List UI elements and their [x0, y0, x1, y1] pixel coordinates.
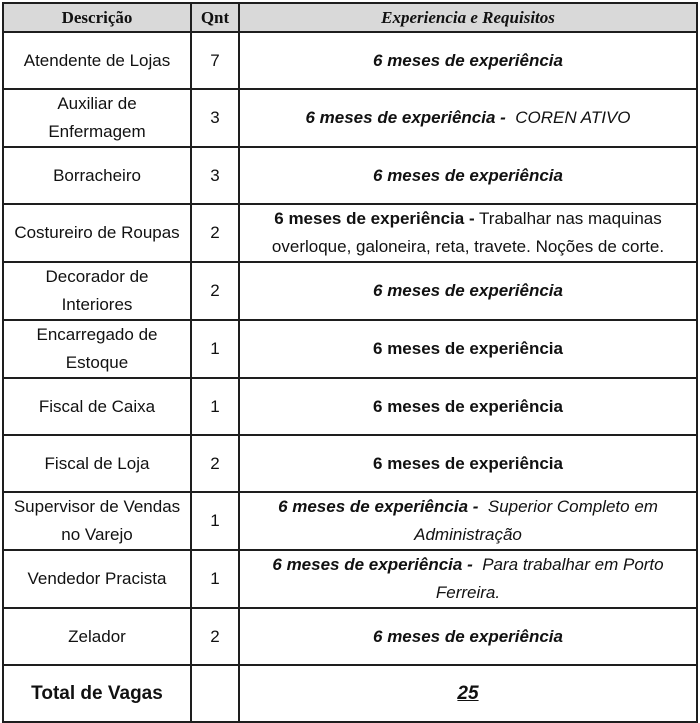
job-requirements	[239, 204, 697, 262]
table-row	[3, 608, 697, 665]
table-row	[3, 204, 697, 262]
req-main: 6 meses de experiência	[373, 396, 563, 416]
req-main: 6 meses de experiência	[373, 281, 563, 300]
job-requirements	[239, 320, 697, 378]
req-main: 6 meses de experiência	[373, 50, 563, 70]
req-extra: Trabalhar nas maquinas overloque, galoneira, reta, travete. Noções de corte.	[271, 209, 665, 256]
job-title: Vendedor Pracista	[3, 550, 191, 608]
req-main: 6 meses de experiência -	[274, 209, 475, 228]
job-quantity: 2	[191, 435, 239, 492]
total-quantity	[191, 665, 239, 722]
job-quantity: 3	[191, 147, 239, 204]
req-main: 6 meses de experiência	[373, 453, 563, 473]
table-row	[3, 147, 697, 204]
job-quantity: 1	[191, 320, 239, 378]
job-requirements	[239, 608, 697, 665]
table-row	[3, 262, 697, 320]
job-requirements	[239, 262, 697, 320]
job-quantity: 1	[191, 492, 239, 550]
total-label: Total de Vagas	[3, 665, 191, 722]
job-title: Supervisor de Vendas no Varejo	[3, 492, 191, 550]
table-row	[3, 492, 697, 550]
table-row	[3, 550, 697, 608]
job-title: Costureiro de Roupas	[3, 204, 191, 262]
req-extra: Superior Completo em Administração	[414, 497, 658, 544]
job-quantity: 1	[191, 550, 239, 608]
table-row	[3, 320, 697, 378]
job-requirements	[239, 550, 697, 608]
req-extra: COREN ATIVO	[515, 108, 631, 127]
total-value: 25	[239, 665, 697, 722]
req-main: 6 meses de experiência -	[278, 497, 479, 516]
job-quantity: 1	[191, 378, 239, 435]
req-main: 6 meses de experiência -	[272, 555, 473, 574]
job-quantity: 2	[191, 204, 239, 262]
job-requirements	[239, 492, 697, 550]
header-descricao: Descrição	[3, 3, 191, 32]
total-row	[3, 665, 697, 722]
job-requirements	[239, 378, 697, 435]
table-row	[3, 89, 697, 147]
job-title: Fiscal de Caixa	[3, 378, 191, 435]
job-title: Fiscal de Loja	[3, 435, 191, 492]
header-requisitos: Experiencia e Requisitos	[239, 3, 697, 32]
req-main: 6 meses de experiência	[373, 165, 563, 185]
req-main: 6 meses de experiência -	[305, 108, 506, 127]
job-title: Zelador	[3, 608, 191, 665]
job-title: Decorador de Interiores	[3, 262, 191, 320]
job-requirements	[239, 435, 697, 492]
job-requirements	[239, 89, 697, 147]
job-title: Encarregado de Estoque	[3, 320, 191, 378]
table-row	[3, 435, 697, 492]
job-quantity: 2	[191, 608, 239, 665]
req-main: 6 meses de experiência	[373, 339, 563, 358]
job-title: Borracheiro	[3, 147, 191, 204]
vacancies-table	[2, 2, 698, 723]
header-qnt: Qnt	[191, 3, 239, 32]
table-row	[3, 378, 697, 435]
job-title: Auxiliar de Enfermagem	[3, 89, 191, 147]
req-extra: Para trabalhar em Porto Ferreira.	[435, 555, 664, 602]
job-quantity: 2	[191, 262, 239, 320]
job-title: Atendente de Lojas	[3, 32, 191, 89]
req-main: 6 meses de experiência	[373, 626, 563, 646]
job-quantity: 7	[191, 32, 239, 89]
job-requirements	[239, 147, 697, 204]
header-row	[3, 3, 697, 32]
job-requirements	[239, 32, 697, 89]
job-quantity: 3	[191, 89, 239, 147]
table-row	[3, 32, 697, 89]
